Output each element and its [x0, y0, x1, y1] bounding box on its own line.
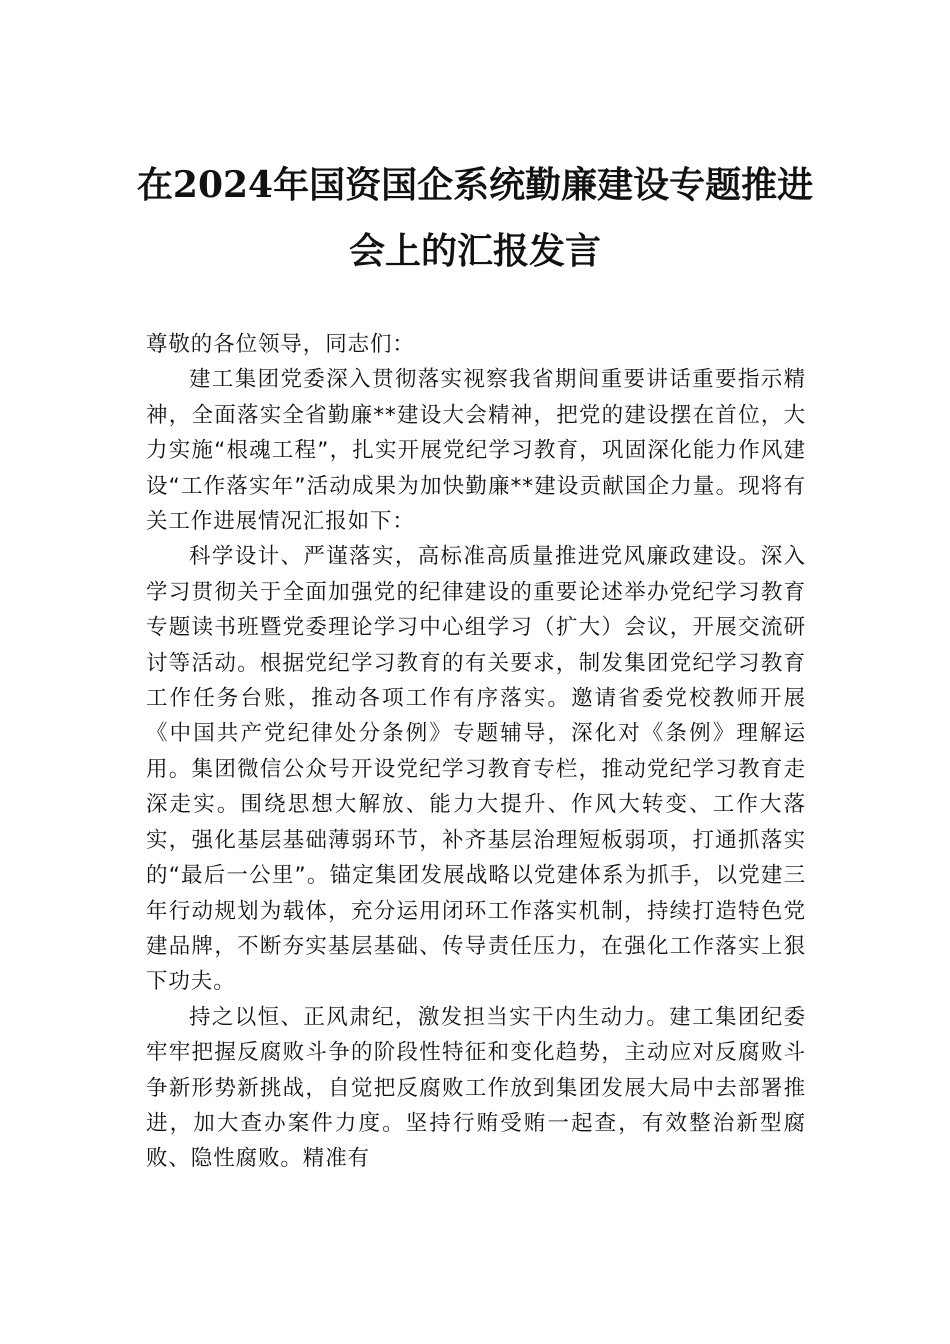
salutation: 尊敬的各位领导，同志们： [146, 332, 415, 357]
body-paragraph-2: 科学设计、严谨落实，高标准高质量推进党风廉政建设。深入学习贯彻关于全面加强党的纪律建设的重要论述举办党纪学习教育专题读书班暨党委理论学习中心组学习（扩大）会议，开展交流研讨等活动。根据党纪学习教育的有关要求，制发集团党纪学习教育工作任务台账，推动各项工作有序落实。邀请省委党校教师开展《中国共产党纪律处分条例》专题辅导，深化对《条例》理解运用。集团微信公众号开设党纪学习教育专栏，推动党纪学习教育走深走实。围绕思想大解放、能力大提升、作风大转变、工作大落实，强化基层基础薄弱环节，补齐基层治理短板弱项，打通抓落实的“最后一公里”。锚定集团发展战略以党建体系为抓手，以党建三年行动规划为载体，充分运用闭环工作落实机制，持续打造特色党建品牌，不断夯实基层基础、传导责任压力，在强化工作落实上狠下功夫。 [146, 544, 806, 995]
document-body [146, 327, 806, 1177]
document-title-line-1: 在2024年国资国企系统勤廉建设专题推进 [136, 164, 814, 206]
body-paragraph-3: 持之以恒、正风肃纪，激发担当实干内生动力。建工集团纪委牢牢把握反腐败斗争的阶段性特征和变化趋势，主动应对反腐败斗争新形势新挑战，自觉把反腐败工作放到集团发展大局中去部署推进，加大查办案件力度。坚持行贿受贿一起查，有效整治新型腐败、隐性腐败。精准有 [146, 1004, 806, 1172]
body-paragraph-1: 建工集团党委深入贯彻落实视察我省期间重要讲话重要指示精神，全面落实全省勤廉**建设大会精神，把党的建设摆在首位，大力实施“根魂工程”，扎实开展党纪学习教育，巩固深化能力作风建设“工作落实年”活动成果为加快勤廉**建设贡献国企力量。现将有关工作进展情况汇报如下： [146, 367, 806, 535]
document-title-line-2: 会上的汇报发言 [348, 230, 601, 272]
